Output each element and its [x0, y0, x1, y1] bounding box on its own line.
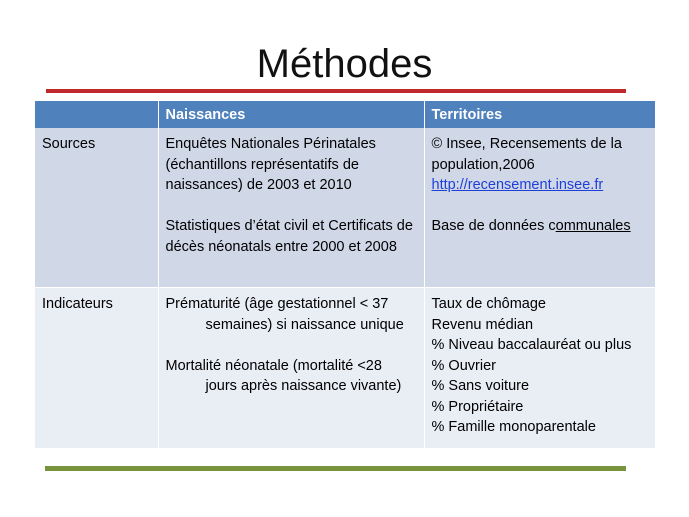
title-underline [46, 89, 626, 93]
base-donnees-prefix: Base de données c [431, 218, 556, 234]
recensement-link[interactable]: http://recensement.insee.fr [431, 177, 604, 193]
footer-rule [45, 466, 626, 471]
indicator-item: % Famille monoparentale [431, 419, 596, 435]
mortalite-text-cont: jours après naissance vivante) [205, 378, 402, 394]
sources-naissances-text-2: Statistiques d’état civil et Certificats de décès néonatals entre 2000 et 2008 [165, 218, 413, 255]
base-donnees-underlined: ommunales [555, 218, 631, 234]
prematurite-text-cont: semaines) si naissance unique [205, 316, 404, 333]
sources-naissances-cell [158, 128, 424, 288]
indicator-item: % Ouvrier [431, 357, 496, 374]
indicator-item: Taux de chômage [431, 296, 546, 312]
row-label-sources: Sources [35, 128, 158, 288]
prematurite-text: Prématurité (âge gestationnel < 37 [165, 296, 389, 312]
header-cell-naissances: Naissances [158, 101, 424, 128]
indicateurs-territoires-cell [424, 288, 655, 449]
header-cell-empty [35, 101, 158, 128]
sources-naissances-text-1: Enquêtes Nationales Périnatales (échantillons représentatifs de naissances) de 2003 et 2010 [165, 136, 376, 193]
insee-credit-text: © Insee, Recensements de la population,2006 [431, 136, 622, 173]
page-title: Méthodes [256, 42, 433, 86]
indicateurs-naissances-cell [158, 288, 424, 449]
mortalite-text: Mortalité néonatale (mortalité <28 [165, 357, 382, 374]
table-row-sources [35, 128, 655, 288]
header-cell-territoires: Territoires [424, 101, 655, 128]
indicator-item: % Niveau baccalauréat ou plus [431, 337, 632, 353]
indicator-item: % Sans voiture [431, 378, 530, 394]
base-donnees-text [432, 216, 648, 237]
table-header-row [35, 101, 655, 128]
indicator-item: % Propriétaire [431, 398, 524, 415]
row-label-indicateurs: Indicateurs [35, 288, 158, 449]
table-row-indicateurs [35, 288, 655, 449]
methods-table [35, 101, 656, 448]
indicator-item: Revenu médian [431, 316, 534, 333]
sources-territoires-cell [424, 128, 655, 288]
